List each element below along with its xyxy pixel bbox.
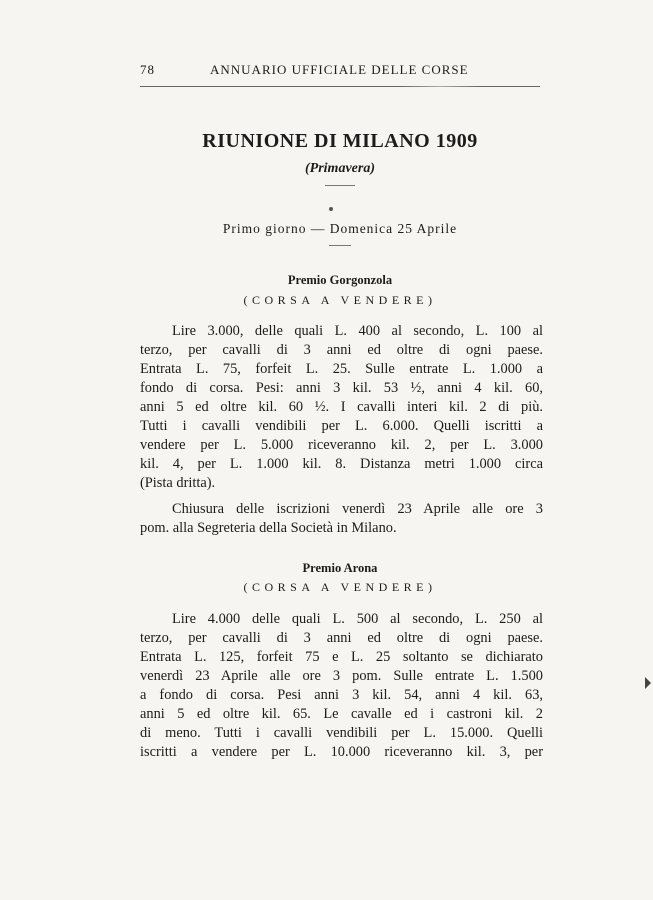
ornament-rule bbox=[329, 245, 351, 246]
race-type: (CORSA A VENDERE) bbox=[243, 580, 437, 594]
meeting-subtitle: (Primavera) bbox=[305, 161, 375, 176]
day-heading: Primo giorno — Domenica 25 Aprile bbox=[222, 221, 458, 236]
paragraph-line: pom. alla Segreteria della Società in Milano. bbox=[140, 520, 397, 536]
paragraph-line: Chiusura delle iscrizioni venerdì 23 Aprile alle ore 3 bbox=[172, 501, 543, 517]
ornament-dot bbox=[329, 207, 333, 211]
paragraph-line: Entrata L. 125, forfeit 75 e L. 25 soltanto se dichiarato bbox=[140, 649, 543, 665]
paragraph-line: (Pista dritta). bbox=[140, 475, 216, 491]
race-title: Premio Gorgonzola bbox=[287, 273, 393, 287]
paragraph-line: Tutti i cavalli vendibili per L. 6.000. Quelli iscritti a bbox=[140, 418, 543, 434]
header-rule bbox=[140, 86, 540, 87]
ornament-rule bbox=[325, 185, 355, 186]
paragraph-line: venerdì 23 Aprile alle ore 3 pom. Sulle entrate L. 1.500 bbox=[140, 668, 543, 684]
scan-edge-mark bbox=[644, 676, 652, 690]
paragraph-line: terzo, per cavalli di 3 anni ed oltre di ogni paese. bbox=[140, 342, 543, 358]
paragraph-line: vendere per L. 5.000 riceveranno kil. 2, per L. 3.000 bbox=[140, 437, 543, 453]
paragraph-line: anni 5 ed oltre kil. 65. Le cavalle ed i castroni kil. 2 bbox=[140, 706, 543, 722]
running-title: ANNUARIO UFFICIALE DELLE CORSE bbox=[210, 62, 469, 77]
paragraph-line: terzo, per cavalli di 3 anni ed oltre di ogni paese. bbox=[140, 630, 543, 646]
paragraph-line: di meno. Tutti i cavalli vendibili per L. 15.000. Quelli bbox=[140, 725, 543, 741]
meeting-title: RIUNIONE DI MILANO 1909 bbox=[202, 130, 478, 152]
paragraph-line: Entrata L. 75, forfeit L. 25. Sulle entrate L. 1.000 a bbox=[140, 361, 543, 377]
paragraph-line: fondo di corsa. Pesi: anni 3 kil. 53 ½, anni 4 kil. 60, bbox=[140, 380, 543, 396]
race-type: (CORSA A VENDERE) bbox=[243, 293, 437, 307]
paragraph-line: anni 5 ed oltre kil. 60 ½. I cavalli interi kil. 2 di più. bbox=[140, 399, 543, 415]
paragraph-line: a fondo di corsa. Pesi anni 3 kil. 54, anni 4 kil. 63, bbox=[140, 687, 543, 703]
paragraph-line: Lire 3.000, delle quali L. 400 al secondo, L. 100 al bbox=[172, 323, 543, 339]
page-number: 78 bbox=[140, 62, 155, 77]
paragraph-line: Lire 4.000 delle quali L. 500 al secondo, L. 250 al bbox=[172, 611, 543, 627]
paragraph-line: iscritti a vendere per L. 10.000 riceveranno kil. 3, per bbox=[140, 744, 543, 760]
paragraph-line: kil. 4, per L. 1.000 kil. 8. Distanza metri 1.000 circa bbox=[140, 456, 543, 472]
race-title: Premio Arona bbox=[302, 561, 378, 575]
